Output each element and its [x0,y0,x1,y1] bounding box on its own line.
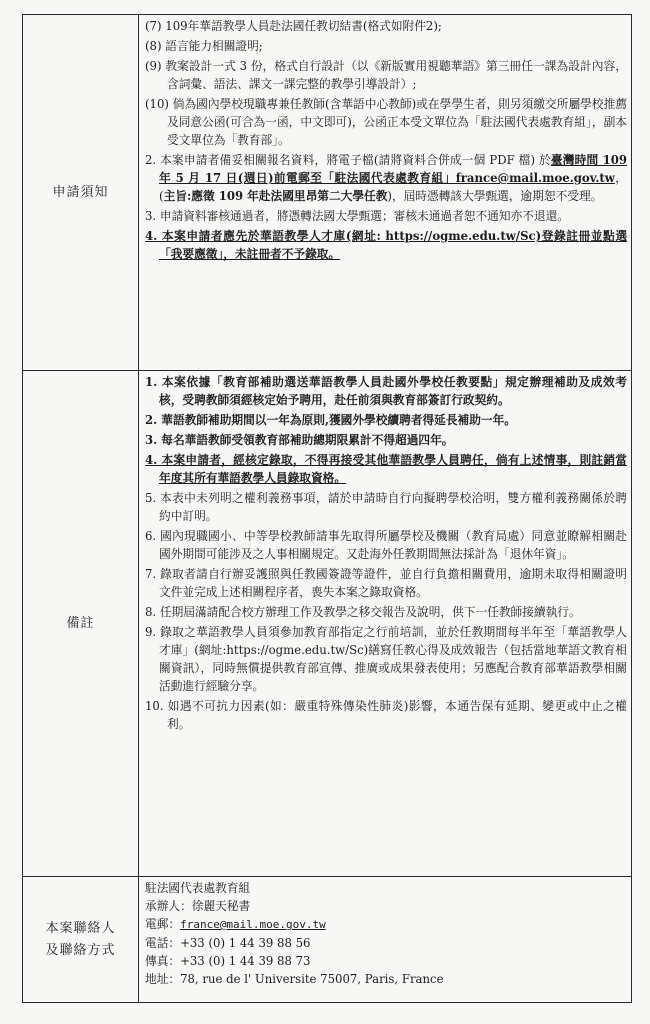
list-item: 4. 本案申請者，經核定錄取，不得再接受其他華語教學人員聘任，倘有上述情事，則註銷當年度其所有華語教學人員錄取資格。 [145,453,627,485]
email-label: 電郵： [145,917,181,931]
list-item: 3. 申請資料審核通過者，將憑轉法國大學甄選；審核未通過者恕不通知亦不退還。 [145,209,569,223]
list-item: 3. 每名華語教師受領教育部補助總期限累計不得超過四年。 [145,433,454,447]
email-subject-text: 主旨:應徵 109 年赴法國里昂第二大學任教 [163,189,388,203]
list-item: 1. 本案依據「教育部補助選送華語教學人員赴國外學校任教要點」規定辦理補助及成效考核，受聘教師須經核定始予聘用，赴任前須與教育部簽訂行政契約。 [145,375,627,407]
contact-org: 駐法國代表處教育組 [145,881,251,895]
list-item: 10. 如遇不可抗力因素(如：嚴重特殊傳染性肺炎)影響，本通告保有延期、變更或中止之權利。 [145,699,627,731]
list-item: 7. 錄取者請自行辦妥護照與任教國簽證等證件，並自行負擔相關費用，逾期未取得相關證明文件並完成上述相關程序者，喪失本案之錄取資格。 [145,567,627,599]
email-link[interactable]: france@mail.moe.gov.tw [180,918,326,931]
remarks-content [139,371,632,877]
list-item: 2. 華語教師補助期間以一年為原則,獲國外學校續聘者得延長補助一年。 [145,413,516,427]
list-item: (10) 倘為國內學校現職專兼任教師(含華語中心教師)或在學學生者，則另須繳交所屬學校推薦及同意公函(可合為一函，中文即可)，公函正本受文單位為「駐法國代表處教育組」，副本受文單位為「教育部」。 [145,97,628,147]
list-item: 8. 任期屆滿請配合校方辦理工作及教學之移交報告及說明，供下一任教師接續執行。 [145,605,581,619]
contact-label [23,877,139,1003]
contact-row [23,877,632,1003]
application-notes-content [139,15,632,371]
application-notes-label: 申請須知 [23,15,139,371]
list-item: 9. 錄取之華語教學人員須參加教育部指定之行前培訓，並於任教期間每半年至「華語教學人才庫」(網址:https://ogme.edu.tw/Sc)繕寫任教心得及成效報告（包括當地華語文教育相關資訊），同時無償提供教育部宣傳、推廣或成果發表使用；另應配合教育部華語教學相關活動進行經驗分享。 [145,625,627,693]
contact-email-line [145,915,627,934]
list-item: (8) 語言能力相關證明; [145,39,263,53]
contact-content [139,877,632,1003]
list-item: 4. 本案申請者應先於華語教學人才庫(網址: https://ogme.edu.tw/Sc)登錄註冊並點選「我要應徵」，未註冊者不予錄取。 [145,229,628,261]
deadline-email-text: 臺灣時間 109 年 5 月 17 日(週日)前電郵至「駐法國代表處教育組」france@mail.moe.gov.tw [159,153,628,185]
list-item: 6. 國內現職國小、中等學校教師請事先取得所屬學校及機關（教育局處）同意並瞭解相關赴國外期間可能涉及之人事相關規定。又赴海外任教期間無法採計為「退休年資」。 [145,529,627,561]
remarks-label: 備註 [23,371,139,877]
contact-fax: 傳真：+33 (0) 1 44 39 88 73 [145,954,311,968]
list-item: 2. 本案申請者備妥相關報名資料，將電子檔(請將資料合併成一個 PDF 檔) 於臺灣時間 109 年 5 月 17 日(週日)前電郵至「駐法國代表處教育組」france@mail.moe.gov.tw，(主旨:應徵 109 年赴法國里昂第二大學任教)，屆時憑轉該大學甄選，逾期恕不受理。 [145,153,628,203]
contact-handler: 承辦人：徐麗天秘書 [145,899,251,913]
list-item: 5. 本表中未列明之權利義務事項，請於申請時自行向擬聘學校洽明，雙方權利義務關係於聘約中訂明。 [145,491,627,523]
application-notes-row [23,15,632,371]
contact-label-line1: 本案聯絡人 [45,920,116,936]
info-table [22,14,632,1003]
contact-address: 地址：78, rue de l' Universite 75007, Paris, France [145,972,444,986]
remarks-row [23,371,632,877]
list-item: (9) 教案設計一式 3 份，格式自行設計（以《新版實用視聽華語》第三冊任一課為設計內容，含詞彙、語法、課文一課完整的教學引導設計）; [145,59,628,91]
contact-label-line2: 及聯絡方式 [45,942,116,958]
list-item: (7) 109年華語教學人員赴法國任教切結書(格式如附件2); [145,19,442,33]
contact-phone: 電話：+33 (0) 1 44 39 88 56 [145,936,311,950]
